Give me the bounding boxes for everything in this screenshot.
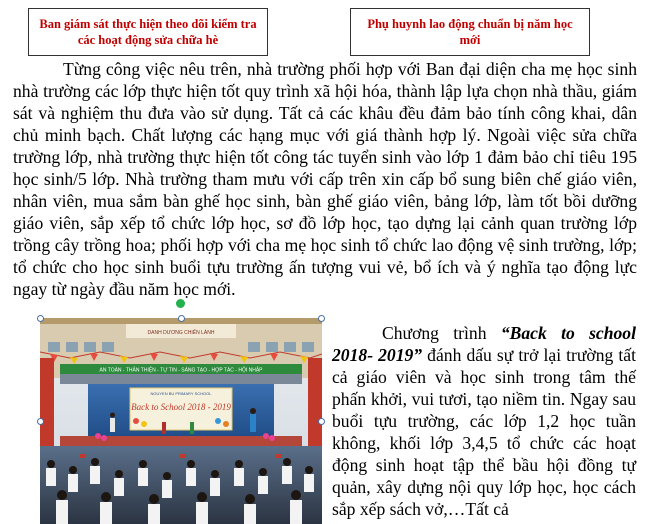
para2-rest: đánh dấu sự trở lại trường tất cả giáo viên và học sinh trong tâm thế phấn khởi, vui tươi, tạo niềm tin. Ngay sau buổi tựu trường, các lớp 1,2 học tuần không, khối lớp 3,4,5 tổ chức các hoạt động sinh hoạt tập thể bầu hội đồng tự quản, xây dựng nội quy lớp học, học cách sắp xếp sách vở,…Tất cả (332, 345, 636, 519)
resize-handle-top-right[interactable] (318, 315, 325, 322)
body-paragraph-1: Từng công việc nêu trên, nhà trường phối hợp với Ban đại diện cha mẹ học sinh nhà trường các lớp thực hiện tốt quy trình xã hội hóa, thành lập lựa chọn nhà thầu, giám sát và nghiệm thu đưa vào sử dụng. Tất cả các khâu đều đảm bảo tính công khai, dân chủ minh bạch. Chất lượng các hạng mục với giá thành hợp lý. Ngoài việc sửa chữa trường lớp, nhà trường thực hiện tốt công tác tuyển sinh vào lớp 1 đảm bảo chỉ tiêu 195 học sinh/5 lớp. Nhà trường tham mưu với cấp trên xin cấp bổ sung biên chế giáo viên, nhân viên, mua sắm bàn ghế học sinh, bàn ghế giáo viên, bảng lớp, làm tốt bồi dưỡng giáo viên, sắp xếp tổ chức lớp học, sơ đồ lớp học, tạo dựng lại cảnh quan trường lớp trồng cây trồng hoa; phối hợp với cha mẹ học sinh tổ chức lao động vệ sinh trường, lớp; tổ chức cho học sinh buổi tựu trường ấn tượng vui vẻ, bổ ích và ý nghĩa tạo động lực ngay từ ngày đầu năm học mới. (13, 59, 637, 299)
back-to-school-photo (40, 318, 322, 524)
caption-left-box[interactable] (28, 8, 268, 56)
para2-intro: Chương trình (382, 323, 501, 343)
body-paragraph-2 (332, 322, 636, 520)
resize-handle-left[interactable] (37, 418, 44, 425)
photo-stage-title-text: Back to School 2018 - 2019 (131, 402, 231, 412)
photo-stage-school-text: NGUYEN BU PRIMARY SCHOOL (150, 391, 212, 396)
resize-handle-right[interactable] (318, 418, 325, 425)
rotate-handle[interactable] (176, 299, 185, 308)
caption-left-text: Ban giám sát thực hiện theo dõi kiểm tra các hoạt động sửa chữa hè (39, 17, 257, 47)
photo-banner-top-text: DANH DƯƠNG CHIẾN LÀNH (147, 330, 215, 336)
caption-right-text: Phụ huynh lao động chuẩn bị năm học mới (367, 17, 573, 47)
resize-handle-top[interactable] (178, 315, 185, 322)
photo-ribbon-text: AN TOÀN - THÂN THIỆN - TỰ TIN - SÁNG TẠO - HỢP TÁC - HỘI NHẬP (99, 367, 263, 374)
selected-photo[interactable] (40, 318, 322, 524)
caption-right-box[interactable] (350, 8, 590, 56)
resize-handle-top-left[interactable] (37, 315, 44, 322)
program-name: “Back to school 2018- 2019” (332, 323, 636, 365)
